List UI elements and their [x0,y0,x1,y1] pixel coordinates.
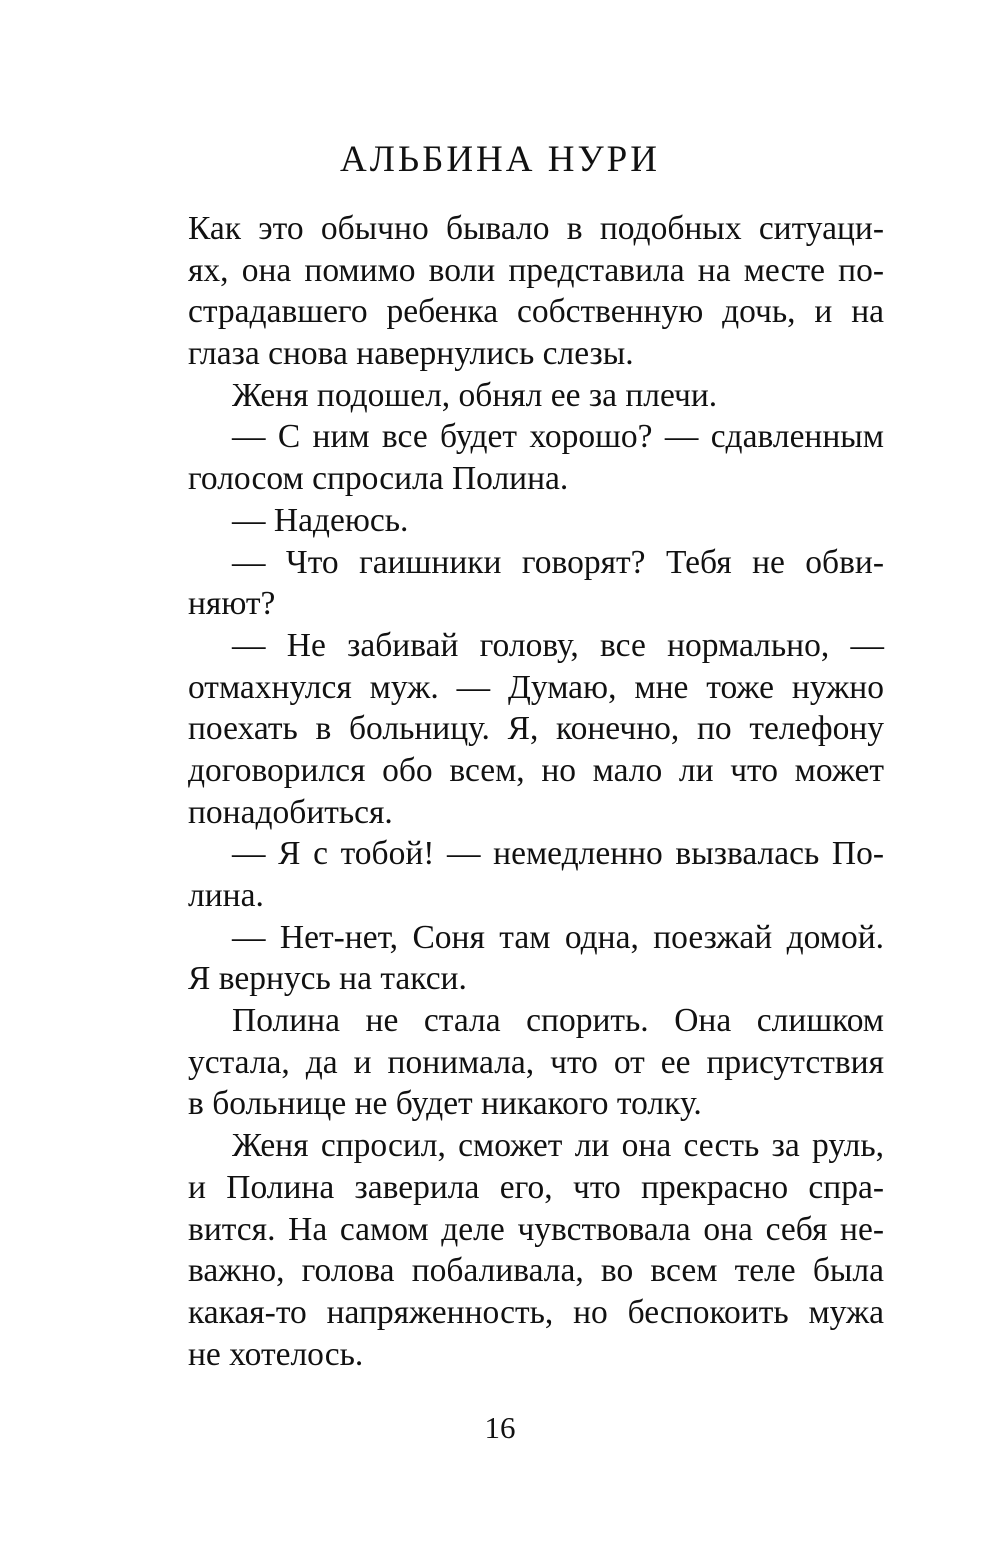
text-line: важно, голова побаливала, во всем теле была [188,1252,884,1290]
text-line: — Нет-нет, Соня там одна, поезжай домой. [232,918,884,956]
text-line: договорился обо всем, но мало ли что может [188,751,884,789]
text-line: в больнице не будет никакого толку. [188,1085,702,1123]
text-line: поехать в больницу. Я, конечно, по телефону [188,710,884,748]
text-line: голосом спросила Полина. [188,460,569,498]
running-head-author: АЛЬБИНА НУРИ [340,139,660,180]
text-line: — Надеюсь. [232,501,409,539]
text-line: Женя спросил, сможет ли она сесть за руль, [232,1127,884,1165]
text-line: Женя подошел, обнял ее за плечи. [232,376,718,414]
text-line: Я вернусь на такси. [188,960,467,998]
text-line: вится. На самом деле чувствовала она себя не- [188,1210,884,1248]
text-line: няют? [188,585,276,623]
text-line: ях, она помимо воли представила на месте по- [188,251,884,289]
body-text [188,208,884,1375]
text-line: какая-то напряженность, но беспокоить мужа [188,1293,884,1331]
page-number: 16 [484,1410,516,1445]
text-line: Как это обычно бывало в подобных ситуаци- [188,210,884,247]
text-line: не хотелось. [188,1335,364,1373]
text-line: устала, да и понимала, что от ее присутствия [188,1043,884,1081]
text-line: Полина не стала спорить. Она слишком [232,1002,884,1040]
text-line: — Не забивай голову, все нормально, — [232,626,884,664]
text-line: страдавшего ребенка собственную дочь, и на [188,293,884,331]
text-line: отмахнулся муж. — Думаю, мне тоже нужно [188,668,884,706]
text-line: — Что гаишники говорят? Тебя не обви- [232,543,884,581]
text-line: глаза снова навернулись слезы. [188,335,634,373]
text-line: — С ним все будет хорошо? — сдавленным [232,418,884,456]
text-line: и Полина заверила его, что прекрасно спра- [188,1168,884,1206]
text-line: — Я с тобой! — немедленно вызвалась По- [232,835,884,873]
text-line: понадобиться. [188,793,393,831]
text-line: лина. [188,877,264,914]
